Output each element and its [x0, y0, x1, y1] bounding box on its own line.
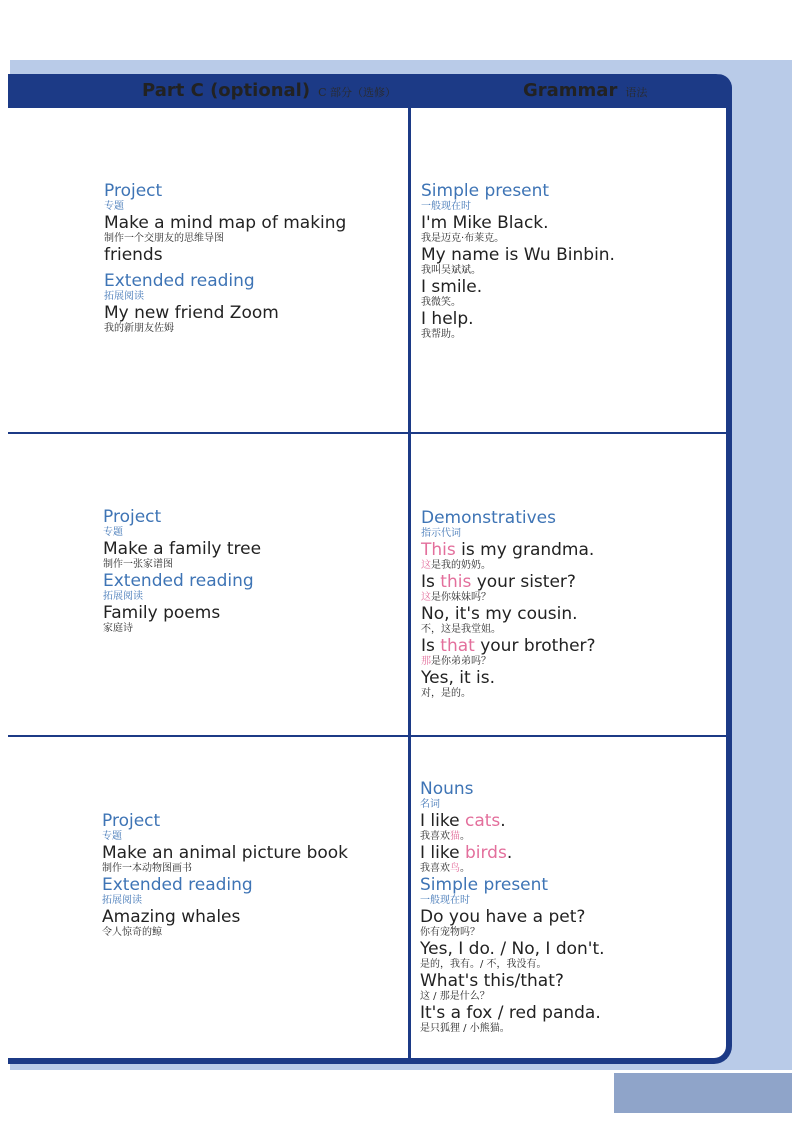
chinese-translation: 你有宠物吗？ [420, 927, 480, 938]
text-segment: 我喜欢 [420, 831, 450, 842]
chinese-translation: 我叫吴斌斌。 [421, 265, 481, 276]
section-heading-chinese: 指示代词 [421, 528, 461, 539]
chinese-translation: 我帮助。 [421, 329, 461, 340]
row-divider-2 [8, 735, 728, 737]
chinese-translation: 是的，我有。/ 不，我没有。 [420, 959, 547, 970]
row-3-part-c-cell [102, 812, 348, 940]
row-1-part-c-cell [104, 182, 346, 336]
section-heading: Nouns [420, 779, 474, 799]
text-segment: 是你弟弟吗？ [431, 656, 491, 667]
chinese-translation [421, 559, 596, 573]
text-segment: 是你妹妹吗？ [431, 592, 491, 603]
chinese-translation [421, 591, 596, 605]
text-segment: I like [420, 811, 465, 831]
section-heading-chinese: 名词 [420, 799, 440, 810]
highlighted-word: This [421, 540, 456, 560]
english-line [421, 637, 596, 655]
section-heading-chinese: 一般现在时 [420, 895, 470, 906]
chinese-translation: 令人惊奇的鲸 [102, 927, 162, 938]
english-line: I smile. [421, 277, 483, 297]
english-line: What's this/that? [420, 971, 564, 991]
section-heading: Simple present [421, 181, 550, 201]
english-line: No, it's my cousin. [421, 604, 578, 624]
english-line [421, 573, 596, 591]
row-1-grammar-cell [421, 182, 615, 342]
text-segment: I like [420, 843, 465, 863]
grammar-title-chinese: 语法 [625, 86, 648, 99]
english-line: Make a mind map of making [104, 213, 347, 233]
highlighted-word: that [440, 636, 475, 656]
highlighted-word: this [440, 572, 472, 592]
text-segment: your brother? [474, 636, 596, 656]
highlighted-word: 这 [421, 560, 431, 571]
section-heading-chinese: 拓展阅读 [104, 291, 144, 302]
english-line: It's a fox / red panda. [420, 1003, 601, 1023]
chinese-translation: 制作一本动物图画书 [102, 863, 192, 874]
row-2-part-c-cell [103, 508, 261, 636]
chinese-translation [420, 830, 605, 844]
english-line: Amazing whales [102, 907, 241, 927]
section-heading-chinese: 拓展阅读 [102, 895, 142, 906]
section-heading-chinese: 拓展阅读 [103, 591, 143, 602]
section-heading-chinese: 一般现在时 [421, 201, 471, 212]
row-3-grammar-cell [420, 780, 605, 1036]
chinese-translation: 是只狐狸 / 小熊猫。 [420, 1023, 510, 1034]
column-divider [408, 108, 411, 1060]
section-heading-chinese: 专题 [103, 527, 123, 538]
highlighted-word: 猫 [450, 831, 460, 842]
highlighted-word: 那 [421, 656, 431, 667]
english-line: Yes, I do. / No, I don't. [420, 939, 605, 959]
english-line: Make an animal picture book [102, 843, 349, 863]
section-heading: Extended reading [104, 271, 255, 291]
row-divider-1 [8, 432, 728, 434]
english-line: Family poems [103, 603, 221, 623]
chinese-translation: 制作一个交朋友的思维导图 [104, 233, 224, 244]
section-heading: Extended reading [103, 571, 254, 591]
part-c-heading [142, 74, 396, 108]
text-segment: your sister? [471, 572, 576, 592]
english-line: Yes, it is. [421, 668, 496, 688]
text-segment: . [500, 811, 506, 831]
chinese-translation: 这 / 那是什么？ [420, 991, 490, 1002]
highlighted-word: 鸟 [450, 863, 460, 874]
chinese-translation: 我的新朋友佐姆 [104, 323, 174, 334]
section-heading: Project [102, 811, 161, 831]
english-line: Do you have a pet? [420, 907, 586, 927]
chinese-translation [421, 655, 596, 669]
part-c-title-chinese: C 部分（选修） [318, 86, 396, 99]
chinese-translation [420, 862, 605, 876]
chinese-translation: 我是迈克·布莱克。 [421, 233, 505, 244]
english-line [421, 541, 596, 559]
chinese-translation: 我微笑。 [421, 297, 461, 308]
chinese-translation: 家庭诗 [103, 623, 133, 634]
english-line: I help. [421, 309, 474, 329]
highlighted-word: birds [464, 843, 507, 863]
corner-tab [614, 1073, 792, 1113]
section-heading: Project [103, 507, 162, 527]
chinese-translation: 制作一张家谱图 [103, 559, 173, 570]
section-heading-chinese: 专题 [102, 831, 122, 842]
chinese-translation: 对，是的。 [421, 688, 471, 699]
highlighted-word: 这 [421, 592, 431, 603]
text-segment: Is [421, 572, 441, 592]
text-segment: 。 [460, 831, 470, 842]
english-line: I'm Mike Black. [421, 213, 549, 233]
english-line [420, 812, 605, 830]
text-segment: Is [421, 636, 441, 656]
text-segment: is my grandma. [455, 540, 595, 560]
chinese-translation: 不，这是我堂姐。 [421, 624, 501, 635]
section-heading-chinese: 专题 [104, 201, 124, 212]
section-heading: Simple present [420, 875, 549, 895]
table-header [8, 74, 732, 108]
section-heading: Extended reading [102, 875, 253, 895]
english-line: Make a family tree [103, 539, 262, 559]
row-2-grammar-cell [421, 509, 596, 701]
english-line: friends [104, 245, 163, 265]
section-heading: Demonstratives [421, 508, 556, 528]
text-segment: 。 [460, 863, 470, 874]
grammar-heading [523, 74, 647, 108]
part-c-title: Part C (optional) [142, 80, 311, 101]
grammar-title: Grammar [523, 80, 618, 101]
text-segment: . [506, 843, 513, 863]
text-segment: 我喜欢 [420, 863, 450, 874]
text-segment: 是我的奶奶。 [431, 560, 491, 571]
highlighted-word: cats [464, 811, 501, 831]
english-line: My name is Wu Binbin. [421, 245, 615, 265]
section-heading: Project [104, 181, 163, 201]
english-line: My new friend Zoom [104, 303, 279, 323]
english-line [420, 844, 605, 862]
